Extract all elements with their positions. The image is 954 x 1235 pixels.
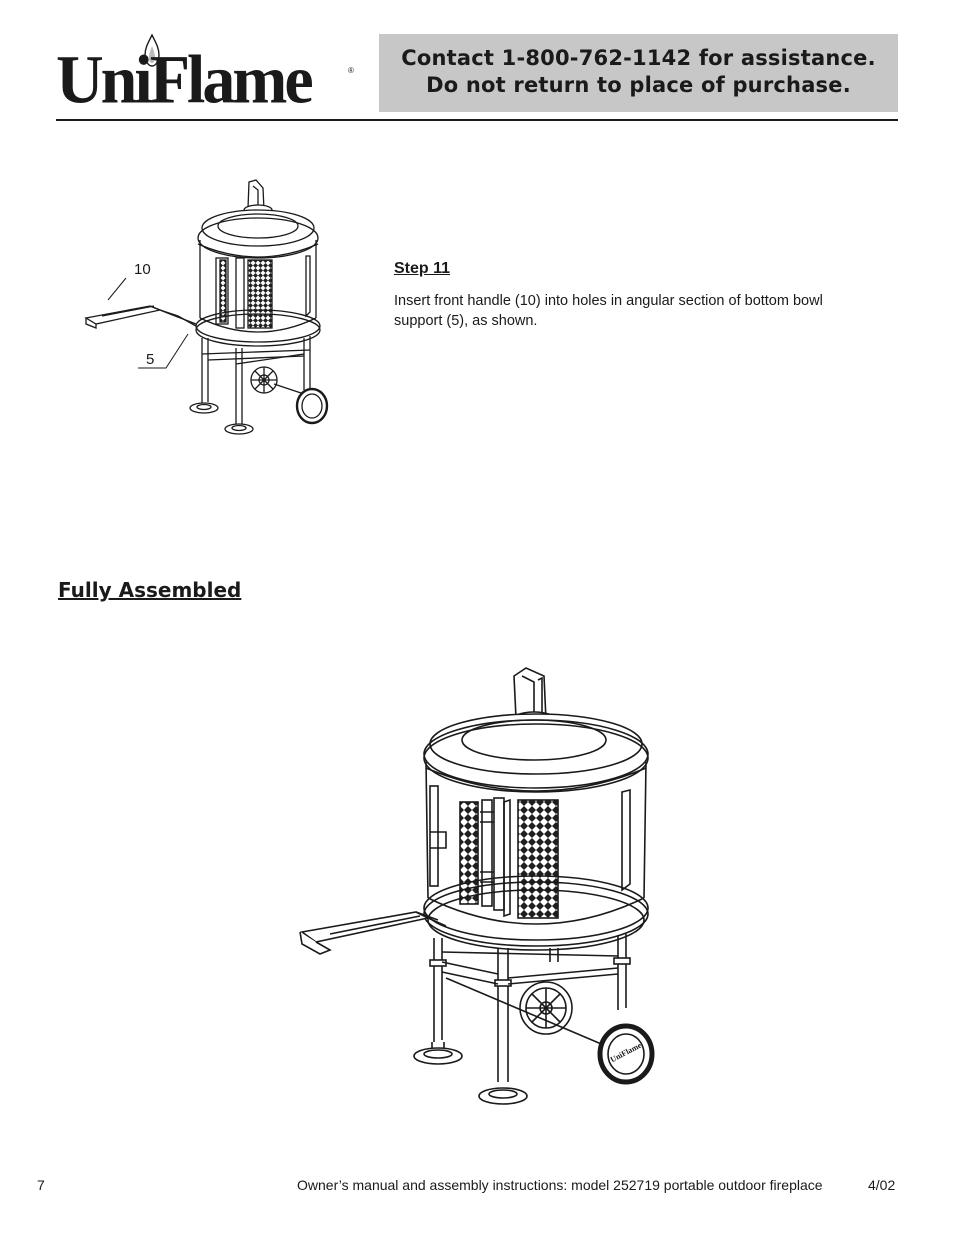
assembled-fireplace-drawing <box>296 662 661 1108</box>
step-heading: Step 11 <box>394 260 451 277</box>
step11-illustration <box>78 178 338 440</box>
contact-line-phone: Contact 1-800-762-1142 for assistance. <box>401 46 876 70</box>
contact-line-return: Do not return to place of purchase. <box>426 73 851 97</box>
footer-title: Owner’s manual and assembly instructions: model 252719 portable outdoor fireplace <box>297 1177 823 1193</box>
footer-date: 4/02 <box>868 1177 896 1193</box>
logo-wordmark: UniFlame <box>56 41 311 119</box>
step11-fireplace-drawing <box>78 178 338 440</box>
uniflame-logo <box>56 34 360 119</box>
wheel-brand-label: UniFlame <box>608 1040 643 1065</box>
step-instructions: Insert front handle (10) into holes in angular section of bottom bowl support (5), as shown. <box>394 293 823 329</box>
callout-5: 5 <box>146 351 155 368</box>
page-number: 7 <box>37 1177 45 1193</box>
section-heading: Fully Assembled <box>58 578 242 602</box>
callout-10: 10 <box>134 261 151 278</box>
registered-mark: ® <box>348 66 354 75</box>
contact-banner <box>379 34 898 112</box>
fully-assembled-illustration <box>296 662 661 1108</box>
header-divider <box>56 119 898 121</box>
